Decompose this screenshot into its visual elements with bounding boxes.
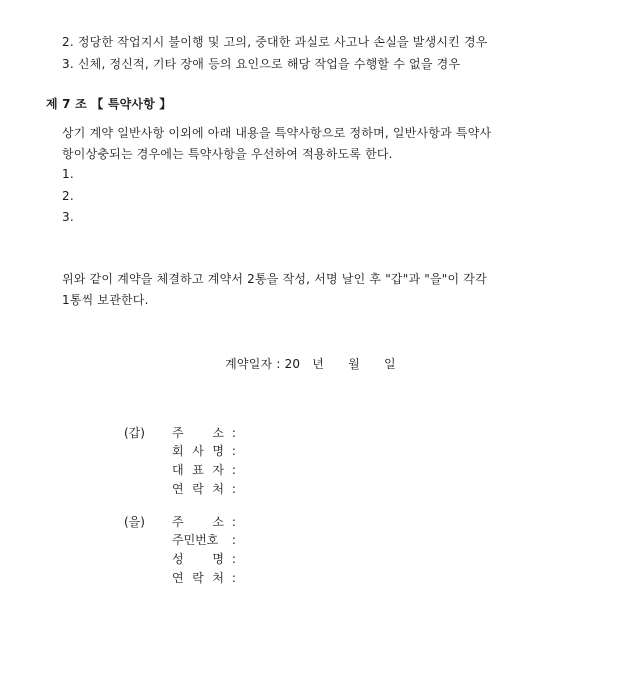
closing-paragraph — [62, 270, 558, 309]
closing-line-2: 1통씩 보관한다. — [62, 293, 149, 307]
party-a-address-label: 주 소 — [172, 426, 224, 440]
party-a-contact-label: 연 락 처 — [172, 482, 224, 496]
contract-date: 계약일자 : 20 년 월 일 — [225, 357, 396, 371]
party-b-contact-colon: : — [231, 571, 236, 585]
party-b-address-colon: : — [231, 515, 236, 529]
article-7-title: 제 7 조 【 특약사항 】 — [46, 97, 172, 111]
clause-item-3: 3. 신체, 정신적, 기타 장애 등의 요인으로 해당 작업을 수행할 수 없을 경우 — [62, 57, 461, 71]
party-a-company-colon: : — [231, 444, 236, 458]
party-a-contact-row — [172, 480, 236, 498]
party-b-name-colon: : — [231, 552, 236, 566]
party-a-address-colon: : — [231, 426, 236, 440]
special-item-1: 1. — [62, 167, 74, 181]
party-b-contact-row — [172, 569, 236, 587]
party-b-label: (을) — [124, 515, 145, 529]
party-b-id-colon: : — [231, 533, 236, 547]
party-a-representative-row — [172, 461, 236, 479]
party-b-id-row — [172, 531, 236, 549]
article-7-body-line-1: 상기 계약 일반사항 이외에 아래 내용을 특약사항으로 정하며, 일반사항과 특약사 — [62, 126, 492, 140]
article-7-body-line-2: 항이상충되는 경우에는 특약사항을 우선하여 적용하도록 한다. — [62, 147, 393, 161]
party-b-id-label: 주민번호 — [172, 533, 219, 547]
party-b-contact-label: 연 락 처 — [172, 571, 224, 585]
party-a-address-row — [172, 424, 236, 442]
party-a-label: (갑) — [124, 426, 145, 440]
party-a-representative-label: 대 표 자 — [172, 463, 224, 477]
party-a-company-row — [172, 442, 236, 460]
special-item-3: 3. — [62, 210, 74, 224]
party-b-name-label: 성 명 — [172, 552, 224, 566]
special-item-2: 2. — [62, 189, 74, 203]
party-b-name-row — [172, 550, 236, 568]
clause-item-2: 2. 정당한 작업지시 불이행 및 고의, 중대한 과실로 사고나 손실을 발생시킨 경우 — [62, 35, 488, 49]
article-7-body — [62, 124, 558, 163]
party-a-contact-colon: : — [231, 482, 236, 496]
closing-line-1: 위와 같이 계약을 체결하고 계약서 2통을 작성, 서명 날인 후 "갑"과 "을"이 각각 — [62, 272, 487, 286]
party-b-address-row — [172, 513, 236, 531]
party-b-address-label: 주 소 — [172, 515, 224, 529]
party-a-representative-colon: : — [231, 463, 236, 477]
party-a-company-label: 회 사 명 — [172, 444, 224, 458]
